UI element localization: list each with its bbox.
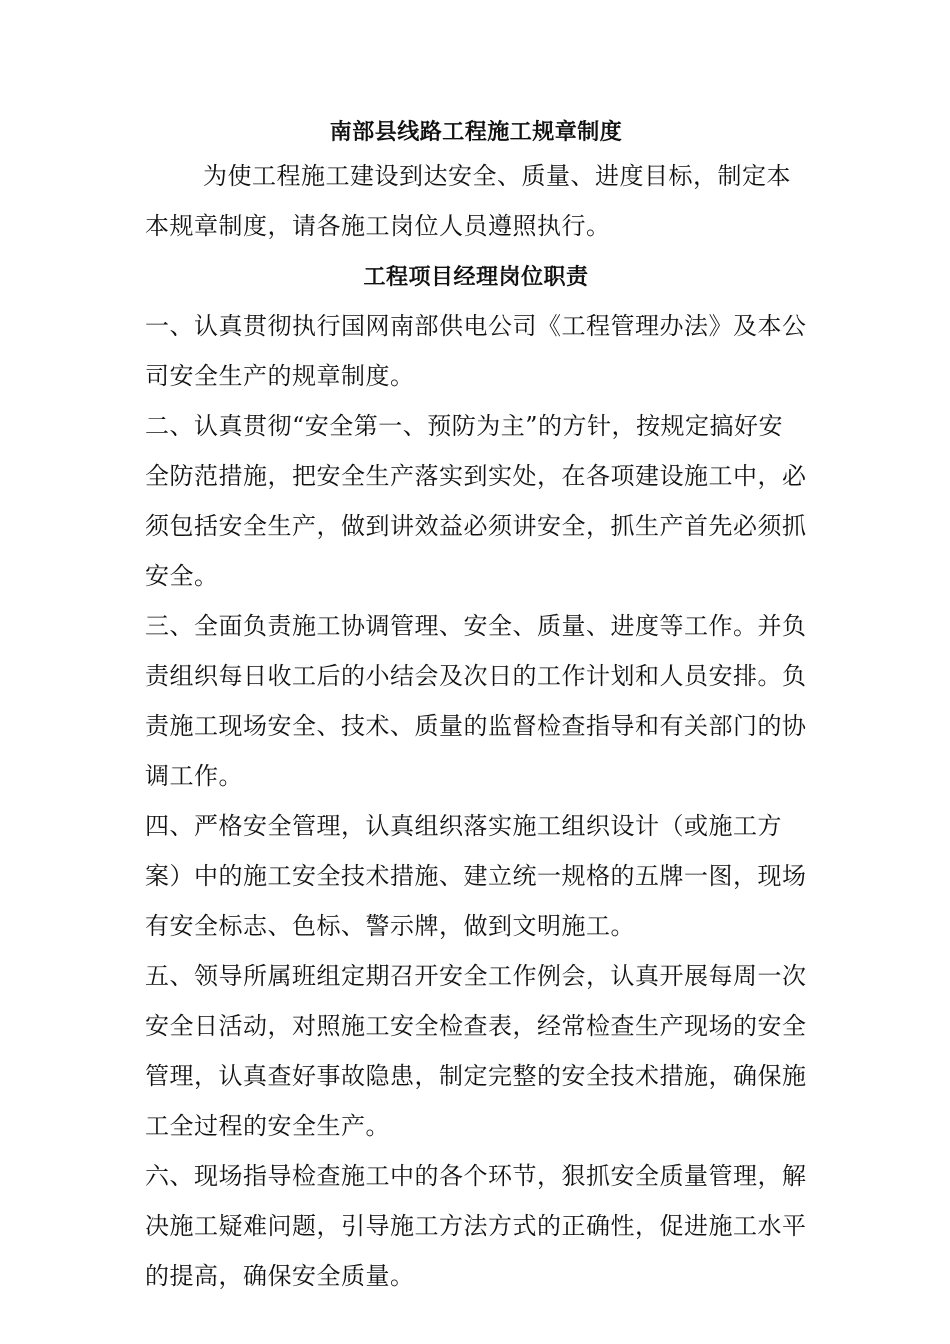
duty-item-5: 五、领导所属班组定期召开安全工作例会，认真开展每周一次安全日活动，对照施工安全检查表，经常检查生产现场的安全管理，认真查好事故隐患，制定完整的安全技术措施，确保施工全过程的安全生产。 bbox=[145, 962, 807, 1140]
duty-list bbox=[145, 301, 807, 1301]
duty-item-2: 二、认真贯彻“安全第一、预防为主”的方针，按规定搞好安全防范措施，把安全生产落实到实处，在各项建设施工中，必须包括安全生产，做到讲效益必须讲安全，抓生产首先必须抓安全。 bbox=[145, 412, 807, 590]
duty-item-6: 六、现场指导检查施工中的各个环节，狠抓安全质量管理，解决施工疑难问题，引导施工方法方式的正确性，促进施工水平的提高，确保安全质量。 bbox=[145, 1162, 807, 1290]
duty-item-3: 三、全面负责施工协调管理、安全、质量、进度等工作。并负责组织每日收工后的小结会及次日的工作计划和人员安排。负责施工现场安全、技术、质量的监督检查指导和有关部门的协调工作。 bbox=[145, 612, 807, 790]
duty-item-4: 四、严格安全管理，认真组织落实施工组织设计（或施工方案）中的施工安全技术措施、建立统一规格的五牌一图，现场有安全标志、色标、警示牌，做到文明施工。 bbox=[145, 812, 807, 940]
document-body bbox=[145, 113, 807, 1301]
duty-item-1: 一、认真贯彻执行国网南部供电公司《工程管理办法》及本公司安全生产的规章制度。 bbox=[145, 312, 807, 390]
section-title: 工程项目经理岗位职责 bbox=[363, 264, 589, 290]
document-title: 南部县线路工程施工规章制度 bbox=[329, 119, 623, 145]
intro-paragraph: 为使工程施工建设到达安全、质量、进度目标，制定本本规章制度，请各施工岗位人员遵照执行。 bbox=[145, 162, 791, 240]
